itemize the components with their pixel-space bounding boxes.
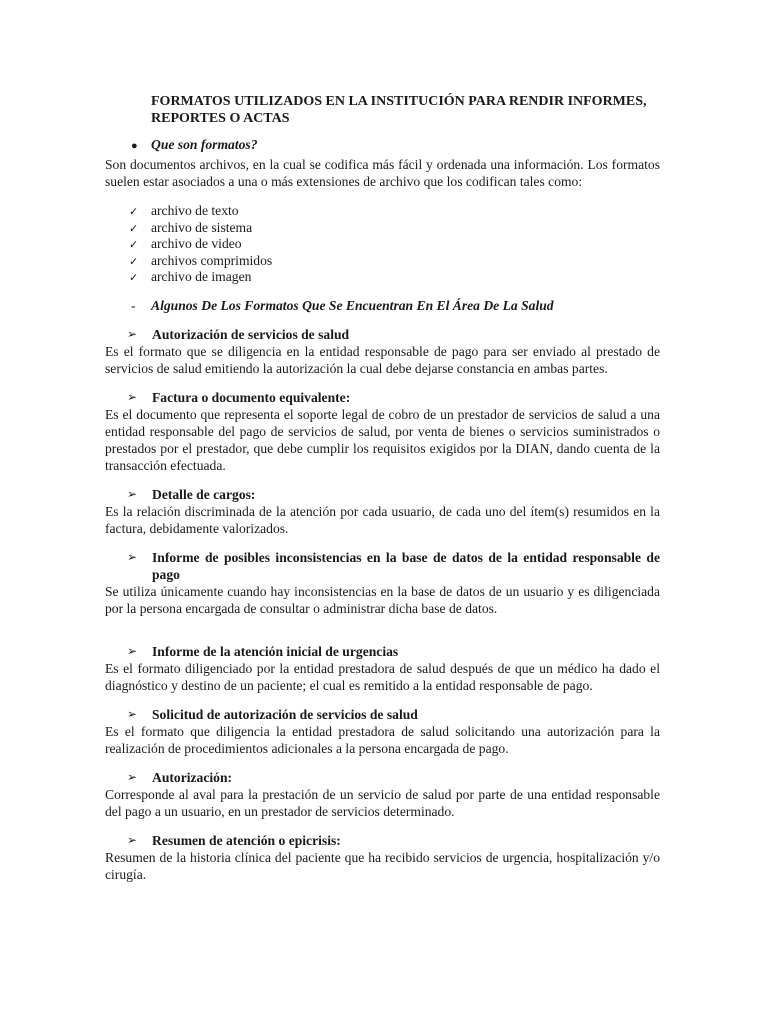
section-body: Es el documento que representa el soporte legal de cobro de un prestador de servicios de salud a una entidad responsable del pago de servicios de salud, por venta de bienes o servicios suministrados o prestados por el prestador, que debe cumplir los requisitos exigidos por la DIAN, dando cuenta de la transacción efectuada.	[105, 406, 660, 473]
section-body: Es la relación discriminada de la atención por cada usuario, de cada uno del ítem(s) resumidos en la factura, debidamente valorizados.	[105, 503, 660, 536]
section-authorization-request	[105, 706, 660, 757]
section-body: Es el formato diligenciado por la entidad prestadora de salud después de que un médico ha dado el diagnóstico y destino de un paciente; el cual es remitido a la entidad responsable de pago.	[105, 660, 660, 693]
section-body: Corresponde al aval para la prestación de un servicio de salud por parte de una entidad responsable del pago a un usuario, en un prestador de servicios determinado.	[105, 786, 660, 819]
subheading: Algunos De Los Formatos Que Se Encuentran En El Área De La Salud	[151, 297, 554, 313]
checkmark-icon: ✓	[129, 238, 139, 251]
arrow-bullet-icon: ➢	[127, 832, 138, 847]
list-item	[129, 202, 660, 219]
section-authorization-services	[105, 326, 660, 377]
list-item-label: archivo de texto	[151, 203, 239, 218]
checkmark-icon: ✓	[129, 221, 139, 235]
arrow-bullet-icon: ➢	[127, 643, 138, 658]
section-body: Es el formato que se diligencia en la entidad responsable de pago para ser enviado al prestado de servicios de salud emitiendo la autorización la cual debe dejarse constancia en ambas partes.	[105, 343, 660, 376]
arrow-bullet-icon: ➢	[127, 549, 138, 564]
list-item-label: archivo de imagen	[151, 269, 252, 284]
section-heading: Detalle de cargos:	[152, 486, 256, 502]
checkmark-icon: ✓	[129, 254, 139, 268]
arrow-bullet-icon: ➢	[127, 326, 138, 341]
file-type-list	[105, 202, 660, 285]
section-heading: Informe de la atención inicial de urgencias	[152, 643, 399, 659]
section-epicrisis	[105, 832, 660, 883]
section-invoice	[105, 389, 660, 474]
dash-marker: -	[131, 297, 136, 313]
document-page	[105, 93, 660, 883]
bullet-icon: ●	[131, 140, 138, 152]
section-emergency-report	[105, 643, 660, 694]
question-row	[105, 136, 660, 155]
list-item-label: archivo de sistema	[151, 219, 253, 235]
checkmark-icon: ✓	[129, 271, 139, 284]
list-item	[129, 252, 660, 269]
section-charge-detail	[105, 486, 660, 537]
checkmark-icon: ✓	[129, 205, 139, 218]
section-heading: Autorización de servicios de salud	[152, 326, 350, 342]
arrow-bullet-icon: ➢	[127, 486, 138, 501]
question-answer: Son documentos archivos, en la cual se codifica más fácil y ordenada una información. Los formatos suelen estar asociados a una o más extensiones de archivo que los codifican tales como:	[105, 157, 660, 189]
list-item	[129, 219, 660, 236]
section-heading: Solicitud de autorización de servicios de salud	[152, 706, 418, 722]
document-title: FORMATOS UTILIZADOS EN LA INSTITUCIÓN PARA RENDIR INFORMES, REPORTES O ACTAS	[151, 94, 647, 126]
list-item	[129, 235, 660, 252]
section-authorization	[105, 769, 660, 820]
section-inconsistencies-report	[105, 549, 660, 617]
section-body: Resumen de la historia clínica del paciente que ha recibido servicios de urgencia, hospitalización y/o cirugía.	[105, 849, 660, 882]
section-body: Se utiliza únicamente cuando hay inconsistencias en la base de datos de un usuario y es diligenciada por la persona encargada de consultar o administrar dicha base de datos.	[105, 583, 660, 616]
section-heading: Informe de posibles inconsistencias en la base de datos de la entidad responsable de pago	[152, 549, 660, 582]
list-item-label: archivos comprimidos	[151, 252, 273, 268]
list-item-label: archivo de video	[151, 236, 242, 251]
arrow-bullet-icon: ➢	[127, 769, 138, 784]
list-item	[129, 268, 660, 285]
arrow-bullet-icon: ➢	[127, 389, 138, 404]
arrow-bullet-icon: ➢	[127, 706, 138, 721]
question-label: Que son formatos?	[151, 137, 258, 152]
section-body: Es el formato que diligencia la entidad prestadora de salud solicitando una autorización para la realización de procedimientos adicionales a la persona encargada de pago.	[105, 723, 660, 756]
section-heading: Resumen de atención o epicrisis:	[152, 832, 341, 848]
subheading-row	[105, 297, 660, 314]
section-heading: Autorización:	[152, 769, 233, 785]
section-heading: Factura o documento equivalente:	[152, 389, 351, 405]
